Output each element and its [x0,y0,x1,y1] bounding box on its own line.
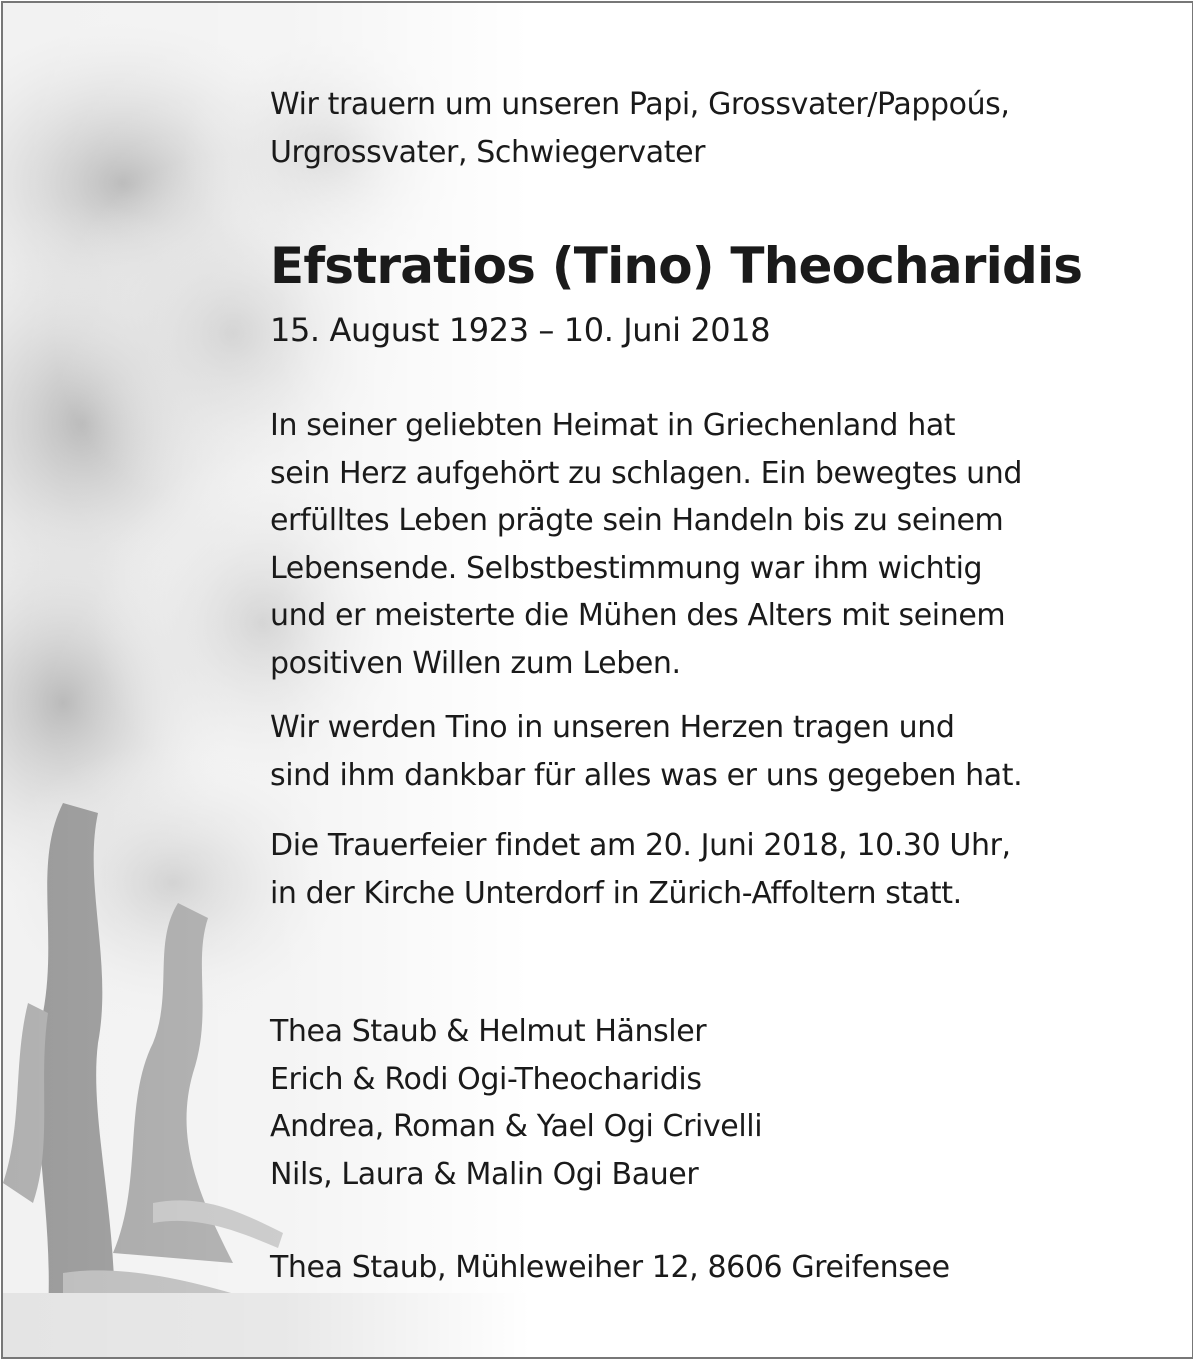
life-dates: 15. August 1923 – 10. Juni 2018 [270,311,771,349]
mourner-entry: Thea Staub & Helmut Hänsler [270,1014,707,1049]
intro-line: Wir trauern um unseren Papi, Grossvater/Pappoús, [270,87,1010,122]
mourners-list [270,1008,762,1198]
paragraph-ceremony [270,822,1011,918]
intro-line: Urgrossvater, Schwiegervater [270,135,706,170]
paragraph-line: positiven Willen zum Leben. [270,645,681,681]
paragraph-line: Die Trauerfeier findet am 20. Juni 2018, 10.30 Uhr, [270,828,1011,863]
paragraph-line: Wir werden Tino in unseren Herzen tragen und [270,710,955,745]
paragraph-line: und er meisterte die Mühen des Alters mit seinem [270,598,1006,634]
paragraph-line: erfülltes Leben prägte sein Handeln bis zu seinem [270,503,1004,539]
contact-address: Thea Staub, Mühleweiher 12, 8606 Greifensee [270,1250,950,1285]
paragraph-line: sind ihm dankbar für alles was er uns gegeben hat. [270,758,1023,793]
paragraph-tribute [270,402,1022,688]
paragraph-line: in der Kirche Unterdorf in Zürich-Affoltern statt. [270,876,962,911]
mourner-entry: Andrea, Roman & Yael Ogi Crivelli [270,1109,763,1144]
deceased-name: Efstratios (Tino) Theocharidis [270,237,1083,295]
paragraph-remembrance [270,704,1022,800]
obituary-notice [1,1,1193,1359]
paragraph-line: In seiner geliebten Heimat in Griechenland hat [270,408,956,443]
mourner-entry: Nils, Laura & Malin Ogi Bauer [270,1156,699,1192]
mourner-entry: Erich & Rodi Ogi-Theocharidis [270,1061,702,1097]
paragraph-line: sein Herz aufgehört zu schlagen. Ein bewegtes und [270,455,1023,491]
paragraph-line: Lebensende. Selbstbestimmung war ihm wichtig [270,550,983,586]
intro-text [270,81,1010,177]
